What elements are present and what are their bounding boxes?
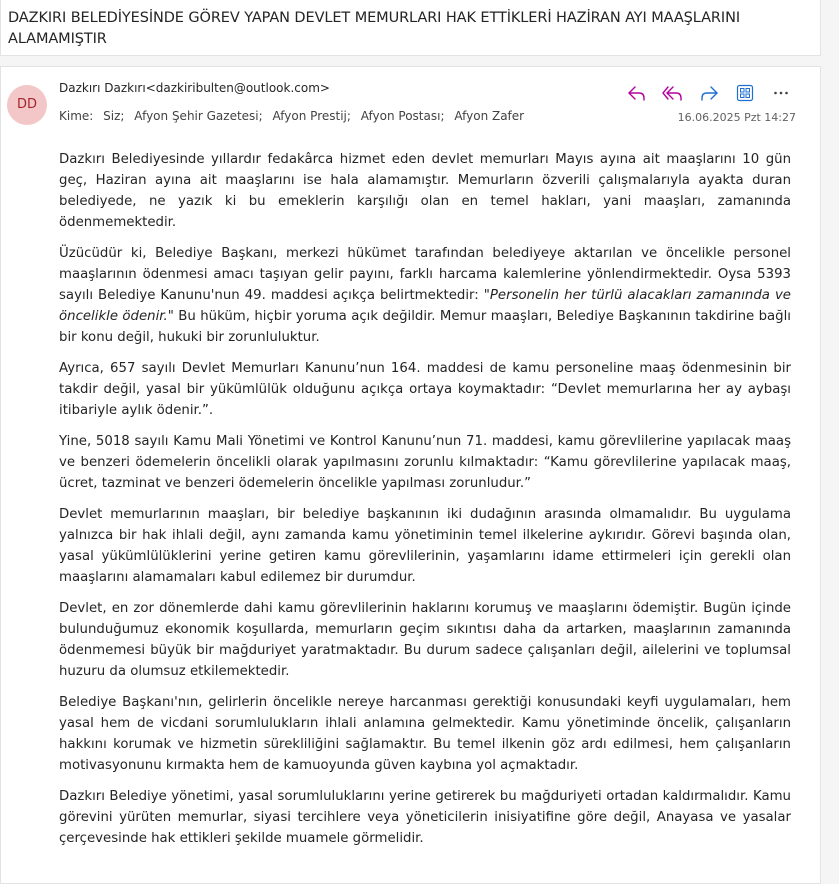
message-body [59, 149, 791, 859]
body-paragraph: Devlet memurlarının maaşları, bir belediye başkanının iki dudağının arasında olmamalıdır. Bu uygulama yalnızca bir hak ihlali değil, aynı zamanda kamu yönetiminin temel ilkelerine aykırıdır. Görevi başında olan, yasal yükümlülüklerini yerine getiren kamu görevlilerinin, yaşamlarını idame ettirmeleri için gerekli olan maaşlarını alamamaları kabul edilemez bir durumdur. [59, 507, 791, 585]
more-icon [772, 84, 790, 102]
body-paragraph [59, 243, 791, 348]
body-text: Üzücüdür ki, Belediye Başkanı, merkezi hükümet tarafından belediyeye aktarılan ve öncelikle personel maaşlarının ödenmesi amacı taşıyan gelir payını, farklı harcama kalemlerine yönlendirmektedir. Oysa 5393 sayılı Belediye Kanunu'nun 49. maddesi açıkça belirtmektedir: [59, 246, 791, 303]
forward-button[interactable] [694, 81, 724, 105]
body-paragraph: Yine, 5018 sayılı Kamu Mali Yönetimi ve Kontrol Kanunu’nun 71. maddesi, kamu görevlilerine yapılacak maaş ve benzeri ödemelerin öncelikli olarak yapılmasını zorunlu kılmaktadır: “Kamu görevlilerine yapılacak maaş, ücret, tazminat ve benzeri ödemelerin öncelikle yapılması zorunludur.” [59, 434, 791, 491]
body-paragraph: Belediye Başkanı'nın, gelirlerin öncelikle nereye harcanması gerektiği konusundaki keyfi uygulamaları, hem yasal hem de vicdani sorumlulukların ihlali anlamına gelmektedir. Kamu yönetiminde öncelik, çalışanların hakkını korumak ve hizmetin sürekliliğini sağlamaktır. Bu temel ilkenin göz ardı edilmesi, hem çalışanların motivasyonunu kırmakta hem de kamuoyunda güven kaybına yol açmaktadır. [59, 695, 791, 773]
email-subject: DAZKIRI BELEDİYESİNDE GÖREV YAPAN DEVLET MEMURLARI HAK ETTİKLERİ HAZİRAN AYI MAAŞLARINI ALAMAMIŞTIR [8, 10, 740, 47]
recipient[interactable]: Afyon Postası; [360, 109, 445, 123]
body-paragraph: Dazkırı Belediyesinde yıllardır fedakârca hizmet eden devlet memurları Mayıs ayına ait maaşlarını 10 gün geç, Haziran ayına ait maaşlarını ise hala alamamıştır. Memurların özverili çalışmalarıyla ayakta duran belediyede, ne yazık ki bu emeklerin karşılığı olan en temel hakları, yani maaşları, zamanında ödenmemektedir. [59, 152, 791, 230]
message-pane [0, 66, 821, 884]
recipient[interactable]: Afyon Şehir Gazetesi; [134, 109, 263, 123]
message-actions [622, 81, 796, 105]
reply-icon [627, 84, 647, 102]
body-paragraph: Ayrıca, 657 sayılı Devlet Memurları Kanunu’nun 164. maddesi de kamu personeline maaş ödenmesinin bir takdir değil, yasal bir yükümlülük olduğunu açıkça ortaya koymaktadır: “Devlet memurlarına her ay aybaşı itibariyle aylık ödenir.”. [59, 361, 791, 418]
more-button[interactable] [766, 81, 796, 105]
sender-address[interactable]: Dazkırı Dazkırı<dazkiribulten@outlook.com> [59, 81, 330, 95]
reply-button[interactable] [622, 81, 652, 105]
apps-icon [736, 84, 754, 102]
subject-bar [0, 0, 821, 56]
law-quote: "Personelin her türlü alacakları zamanında ve öncelikle ödenir." [59, 288, 791, 324]
recipients-row [59, 109, 530, 123]
recipient[interactable]: Afyon Prestij; [272, 109, 351, 123]
forward-icon [699, 84, 719, 102]
body-paragraph: Devlet, en zor dönemlerde dahi kamu görevlilerinin haklarını korumuş ve maaşlarını ödemiştir. Bugün içinde bulunduğumuz ekonomik koşullarda, memurların geçim sıkıntısı daha da artarken, maaşlarının zamanında ödenmemesi büyük bir mağduriyet yaratmaktadır. Bu durum sadece çalışanları değil, ailelerini ve toplumsal huzuru da olumsuz etkilemektedir. [59, 601, 791, 679]
reply-all-button[interactable] [658, 81, 688, 105]
apps-button[interactable] [730, 81, 760, 105]
recipients-label: Kime: [59, 109, 94, 123]
body-text: Bu hüküm, hiçbir yoruma açık değildir. Memur maaşları, Belediye Başkanının takdirine bağlı bir konu değil, hukuki bir zorunluluktur. [59, 309, 791, 345]
body-paragraph: Dazkırı Belediye yönetimi, yasal sorumluluklarını yerine getirerek bu mağduriyeti ortadan kaldırmalıdır. Kamu görevini yürüten memurlar, siyasi tercihlere veya yöneticilerin inisiyatifine göre değil, Anayasa ve yasalar çerçevesinde hak ettikleri şekilde muamele görmelidir. [59, 789, 791, 846]
avatar[interactable]: DD [7, 85, 47, 125]
recipient[interactable]: Afyon Zafer [454, 109, 525, 123]
recipient[interactable]: Siz; [103, 109, 125, 123]
reply-all-icon [662, 84, 684, 102]
sent-date: 16.06.2025 Pzt 14:27 [677, 111, 796, 124]
